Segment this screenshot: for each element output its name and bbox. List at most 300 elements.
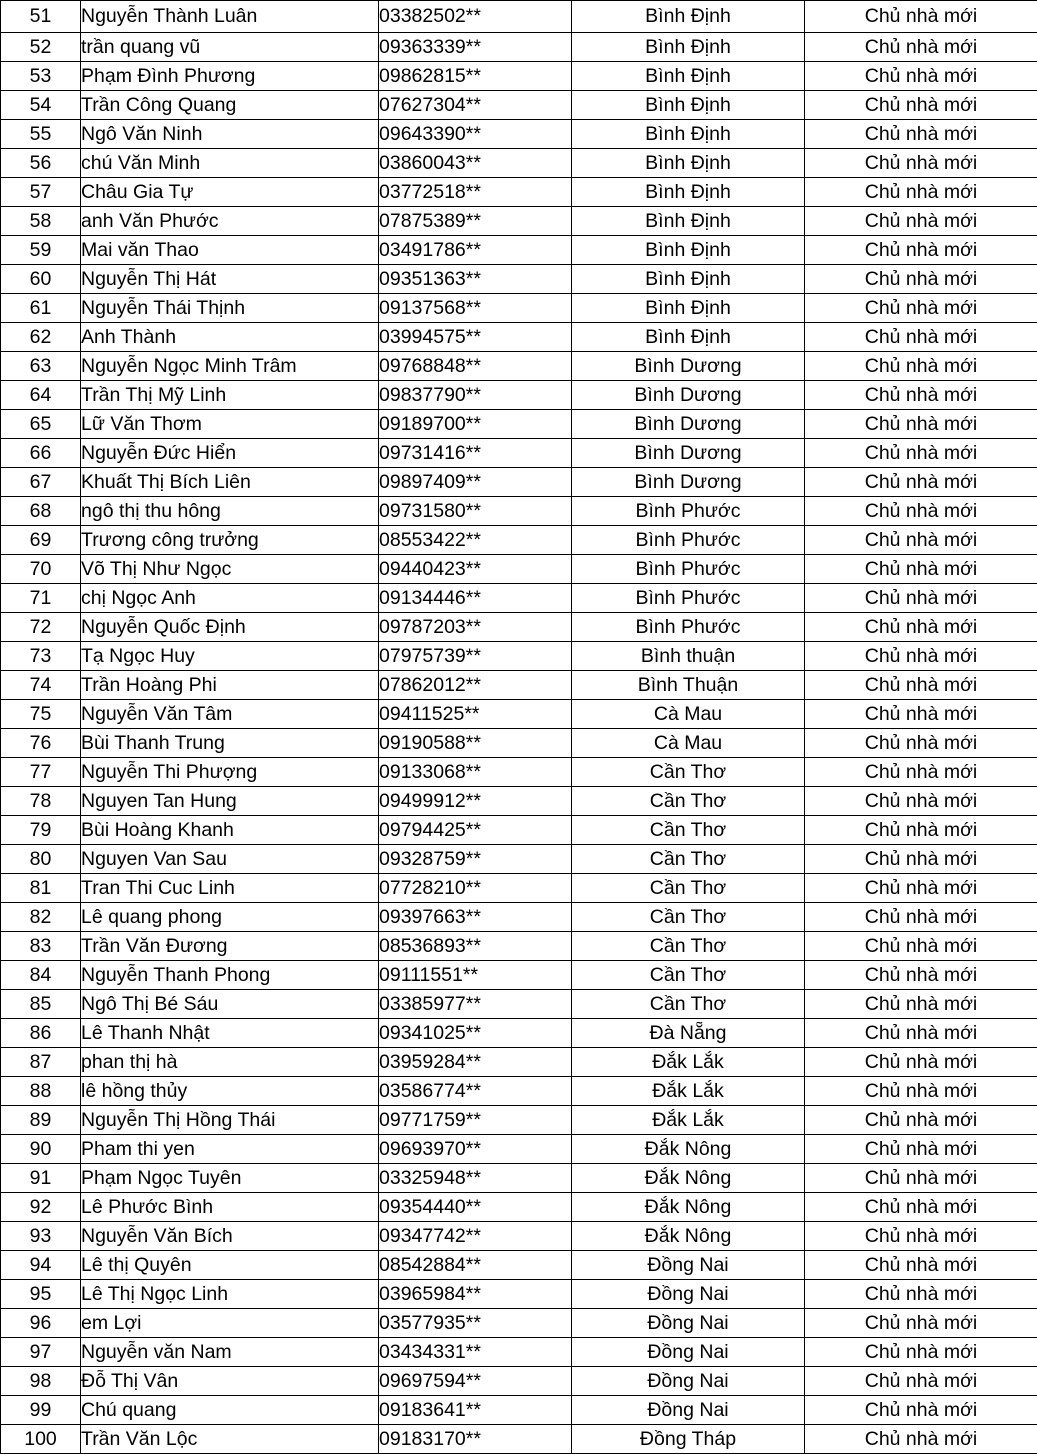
name-cell[interactable]: Đỗ Thị Vân	[81, 1367, 379, 1396]
province-cell[interactable]: Bình Định	[572, 33, 805, 62]
row-number-cell[interactable]: 94	[1, 1251, 81, 1280]
table-row	[1, 149, 1037, 178]
name-cell[interactable]: Tạ Ngọc Huy	[81, 642, 379, 671]
row-number-cell[interactable]: 63	[1, 352, 81, 381]
status-cell[interactable]: Chủ nhà mới	[805, 1425, 1037, 1454]
status-cell[interactable]: Chủ nhà mới	[805, 845, 1037, 874]
status-cell[interactable]: Chủ nhà mới	[805, 932, 1037, 961]
row-number-cell[interactable]: 89	[1, 1106, 81, 1135]
table-row	[1, 642, 1037, 671]
phone-cell[interactable]: 09837790**	[379, 381, 572, 410]
status-cell[interactable]: Chủ nhà mới	[805, 468, 1037, 497]
phone-cell[interactable]: 03965984**	[379, 1280, 572, 1309]
status-cell[interactable]: Chủ nhà mới	[805, 758, 1037, 787]
name-cell[interactable]: Lê Phước Bình	[81, 1193, 379, 1222]
name-cell[interactable]: Trần Văn Đương	[81, 932, 379, 961]
row-number-cell[interactable]: 69	[1, 526, 81, 555]
province-cell[interactable]: Bình Định	[572, 62, 805, 91]
province-cell[interactable]: Đà Nẵng	[572, 1019, 805, 1048]
name-cell[interactable]: Phạm Đình Phương	[81, 62, 379, 91]
row-number-cell[interactable]: 59	[1, 236, 81, 265]
row-number-cell[interactable]: 52	[1, 33, 81, 62]
name-cell[interactable]: Trần Hoàng Phi	[81, 671, 379, 700]
name-cell[interactable]: Nguyễn Đức Hiển	[81, 439, 379, 468]
status-cell[interactable]: Chủ nhà mới	[805, 787, 1037, 816]
table-row	[1, 1280, 1037, 1309]
province-cell[interactable]: Bình Dương	[572, 352, 805, 381]
phone-cell[interactable]: 09897409**	[379, 468, 572, 497]
row-number-cell[interactable]: 56	[1, 149, 81, 178]
row-number-cell[interactable]: 66	[1, 439, 81, 468]
province-cell[interactable]: Bình Phước	[572, 526, 805, 555]
province-cell[interactable]: Bình Định	[572, 236, 805, 265]
row-number-cell[interactable]: 97	[1, 1338, 81, 1367]
status-cell[interactable]: Chủ nhà mới	[805, 1367, 1037, 1396]
phone-cell[interactable]: 09363339**	[379, 33, 572, 62]
phone-cell[interactable]: 07875389**	[379, 207, 572, 236]
province-cell[interactable]: Bình Thuận	[572, 671, 805, 700]
name-cell[interactable]: Khuất Thị Bích Liên	[81, 468, 379, 497]
name-cell[interactable]: Châu Gia Tự	[81, 178, 379, 207]
province-cell[interactable]: Đồng Tháp	[572, 1425, 805, 1454]
name-cell[interactable]: anh Văn Phước	[81, 207, 379, 236]
status-cell[interactable]: Chủ nhà mới	[805, 555, 1037, 584]
table-row	[1, 990, 1037, 1019]
phone-cell[interactable]: 09397663**	[379, 903, 572, 932]
province-cell[interactable]: Cà Mau	[572, 700, 805, 729]
table-row	[1, 207, 1037, 236]
row-number-cell[interactable]: 67	[1, 468, 81, 497]
table-row	[1, 1135, 1037, 1164]
row-number-cell[interactable]: 92	[1, 1193, 81, 1222]
row-number-cell[interactable]: 58	[1, 207, 81, 236]
status-cell[interactable]: Chủ nhà mới	[805, 33, 1037, 62]
province-cell[interactable]: Cần Thơ	[572, 816, 805, 845]
province-cell[interactable]: Bình Định	[572, 265, 805, 294]
table-row	[1, 468, 1037, 497]
name-cell[interactable]: Nguyễn Ngọc Minh Trâm	[81, 352, 379, 381]
status-cell[interactable]: Chủ nhà mới	[805, 1077, 1037, 1106]
phone-cell[interactable]: 09133068**	[379, 758, 572, 787]
name-cell[interactable]: Nguyễn Thị Hát	[81, 265, 379, 294]
row-number-cell[interactable]: 86	[1, 1019, 81, 1048]
row-number-cell[interactable]: 53	[1, 62, 81, 91]
phone-cell[interactable]: 09183170**	[379, 1425, 572, 1454]
phone-cell[interactable]: 09137568**	[379, 294, 572, 323]
status-cell[interactable]: Chủ nhà mới	[805, 120, 1037, 149]
row-number-cell[interactable]: 72	[1, 613, 81, 642]
name-cell[interactable]: Nguyễn Thái Thịnh	[81, 294, 379, 323]
province-cell[interactable]: Cần Thơ	[572, 932, 805, 961]
name-cell[interactable]: chú Văn Minh	[81, 149, 379, 178]
name-cell[interactable]: Nguyễn Thanh Phong	[81, 961, 379, 990]
status-cell[interactable]: Chủ nhà mới	[805, 352, 1037, 381]
status-cell[interactable]: Chủ nhà mới	[805, 236, 1037, 265]
name-cell[interactable]: trần quang vũ	[81, 33, 379, 62]
name-cell[interactable]: Lữ Văn Thơm	[81, 410, 379, 439]
province-cell[interactable]: Bình Định	[572, 1, 805, 33]
status-cell[interactable]: Chủ nhà mới	[805, 874, 1037, 903]
row-number-cell[interactable]: 73	[1, 642, 81, 671]
status-cell[interactable]: Chủ nhà mới	[805, 1019, 1037, 1048]
province-cell[interactable]: Bình Phước	[572, 497, 805, 526]
status-cell[interactable]: Chủ nhà mới	[805, 149, 1037, 178]
phone-cell[interactable]: 08553422**	[379, 526, 572, 555]
row-number-cell[interactable]: 99	[1, 1396, 81, 1425]
status-cell[interactable]: Chủ nhà mới	[805, 497, 1037, 526]
name-cell[interactable]: Nguyễn Văn Bích	[81, 1222, 379, 1251]
province-cell[interactable]: Đắk Lắk	[572, 1106, 805, 1135]
table-row	[1, 1193, 1037, 1222]
province-cell[interactable]: Cần Thơ	[572, 845, 805, 874]
name-cell[interactable]: Lê Thị Ngọc Linh	[81, 1280, 379, 1309]
province-cell[interactable]: Đồng Nai	[572, 1367, 805, 1396]
row-number-cell[interactable]: 64	[1, 381, 81, 410]
table-row	[1, 816, 1037, 845]
name-cell[interactable]: Nguyễn văn Nam	[81, 1338, 379, 1367]
status-cell[interactable]: Chủ nhà mới	[805, 1280, 1037, 1309]
name-cell[interactable]: Nguyễn Thị Hồng Thái	[81, 1106, 379, 1135]
phone-cell[interactable]: 09768848**	[379, 352, 572, 381]
table-row	[1, 33, 1037, 62]
table-row	[1, 410, 1037, 439]
phone-cell[interactable]: 08542884**	[379, 1251, 572, 1280]
phone-cell[interactable]: 03772518**	[379, 178, 572, 207]
name-cell[interactable]: Bùi Hoàng Khanh	[81, 816, 379, 845]
province-cell[interactable]: Đắk Nông	[572, 1193, 805, 1222]
status-cell[interactable]: Chủ nhà mới	[805, 671, 1037, 700]
phone-cell[interactable]: 09731580**	[379, 497, 572, 526]
table-row	[1, 1396, 1037, 1425]
status-cell[interactable]: Chủ nhà mới	[805, 410, 1037, 439]
table-row	[1, 323, 1037, 352]
table-row	[1, 91, 1037, 120]
table-row	[1, 294, 1037, 323]
status-cell[interactable]: Chủ nhà mới	[805, 584, 1037, 613]
phone-cell[interactable]: 09787203**	[379, 613, 572, 642]
province-cell[interactable]: Bình Dương	[572, 439, 805, 468]
status-cell[interactable]: Chủ nhà mới	[805, 1, 1037, 33]
name-cell[interactable]: lê hồng thủy	[81, 1077, 379, 1106]
name-cell[interactable]: Ngô Văn Ninh	[81, 120, 379, 149]
row-number-cell[interactable]: 77	[1, 758, 81, 787]
status-cell[interactable]: Chủ nhà mới	[805, 62, 1037, 91]
table-row	[1, 961, 1037, 990]
province-cell[interactable]: Bình Định	[572, 294, 805, 323]
phone-cell[interactable]: 07728210**	[379, 874, 572, 903]
province-cell[interactable]: Cần Thơ	[572, 787, 805, 816]
status-cell[interactable]: Chủ nhà mới	[805, 613, 1037, 642]
status-cell[interactable]: Chủ nhà mới	[805, 1222, 1037, 1251]
province-cell[interactable]: Đồng Nai	[572, 1280, 805, 1309]
row-number-cell[interactable]: 80	[1, 845, 81, 874]
status-cell[interactable]: Chủ nhà mới	[805, 91, 1037, 120]
table-row	[1, 1106, 1037, 1135]
name-cell[interactable]: Nguyen Tan Hung	[81, 787, 379, 816]
row-number-cell[interactable]: 55	[1, 120, 81, 149]
phone-cell[interactable]: 03434331**	[379, 1338, 572, 1367]
phone-cell[interactable]: 09341025**	[379, 1019, 572, 1048]
table-row	[1, 178, 1037, 207]
table-row	[1, 1251, 1037, 1280]
table-row	[1, 555, 1037, 584]
row-number-cell[interactable]: 98	[1, 1367, 81, 1396]
province-cell[interactable]: Bình Dương	[572, 468, 805, 497]
table-row	[1, 1367, 1037, 1396]
status-cell[interactable]: Chủ nhà mới	[805, 729, 1037, 758]
row-number-cell[interactable]: 84	[1, 961, 81, 990]
status-cell[interactable]: Chủ nhà mới	[805, 1106, 1037, 1135]
table-row	[1, 352, 1037, 381]
row-number-cell[interactable]: 91	[1, 1164, 81, 1193]
province-cell[interactable]: Đắk Nông	[572, 1164, 805, 1193]
name-cell[interactable]: em Lợi	[81, 1309, 379, 1338]
status-cell[interactable]: Chủ nhà mới	[805, 1309, 1037, 1338]
phone-cell[interactable]: 03994575**	[379, 323, 572, 352]
table-row	[1, 1425, 1037, 1454]
status-cell[interactable]: Chủ nhà mới	[805, 265, 1037, 294]
row-number-cell[interactable]: 88	[1, 1077, 81, 1106]
row-number-cell[interactable]: 95	[1, 1280, 81, 1309]
row-number-cell[interactable]: 96	[1, 1309, 81, 1338]
table-row	[1, 729, 1037, 758]
status-cell[interactable]: Chủ nhà mới	[805, 526, 1037, 555]
row-number-cell[interactable]: 54	[1, 91, 81, 120]
table-row	[1, 526, 1037, 555]
province-cell[interactable]: Cần Thơ	[572, 874, 805, 903]
phone-cell[interactable]: 09697594**	[379, 1367, 572, 1396]
status-cell[interactable]: Chủ nhà mới	[805, 642, 1037, 671]
name-cell[interactable]: Mai văn Thao	[81, 236, 379, 265]
row-number-cell[interactable]: 78	[1, 787, 81, 816]
phone-cell[interactable]: 03325948**	[379, 1164, 572, 1193]
name-cell[interactable]: Nguyễn Thi Phượng	[81, 758, 379, 787]
status-cell[interactable]: Chủ nhà mới	[805, 1048, 1037, 1077]
status-cell[interactable]: Chủ nhà mới	[805, 1193, 1037, 1222]
province-cell[interactable]: Cần Thơ	[572, 758, 805, 787]
province-cell[interactable]: Đồng Nai	[572, 1338, 805, 1367]
name-cell[interactable]: Nguyễn Văn Tâm	[81, 700, 379, 729]
name-cell[interactable]: chị Ngọc Anh	[81, 584, 379, 613]
row-number-cell[interactable]: 65	[1, 410, 81, 439]
province-cell[interactable]: Bình Định	[572, 323, 805, 352]
province-cell[interactable]: Đắk Nông	[572, 1135, 805, 1164]
phone-cell[interactable]: 09440423**	[379, 555, 572, 584]
row-number-cell[interactable]: 90	[1, 1135, 81, 1164]
table-row	[1, 120, 1037, 149]
status-cell[interactable]: Chủ nhà mới	[805, 1135, 1037, 1164]
table-row	[1, 1077, 1037, 1106]
status-cell[interactable]: Chủ nhà mới	[805, 961, 1037, 990]
phone-cell[interactable]: 07862012**	[379, 671, 572, 700]
row-number-cell[interactable]: 93	[1, 1222, 81, 1251]
province-cell[interactable]: Đắk Lắk	[572, 1048, 805, 1077]
province-cell[interactable]: Bình Định	[572, 149, 805, 178]
province-cell[interactable]: Bình Phước	[572, 555, 805, 584]
row-number-cell[interactable]: 85	[1, 990, 81, 1019]
phone-cell[interactable]: 09354440**	[379, 1193, 572, 1222]
name-cell[interactable]: phan thị hà	[81, 1048, 379, 1077]
table-row	[1, 874, 1037, 903]
table-row	[1, 381, 1037, 410]
row-number-cell[interactable]: 61	[1, 294, 81, 323]
table-row	[1, 497, 1037, 526]
table-row	[1, 845, 1037, 874]
name-cell[interactable]: Lê Thanh Nhật	[81, 1019, 379, 1048]
row-number-cell[interactable]: 70	[1, 555, 81, 584]
name-cell[interactable]: Trần Văn Lộc	[81, 1425, 379, 1454]
phone-cell[interactable]: 09183641**	[379, 1396, 572, 1425]
row-number-cell[interactable]: 60	[1, 265, 81, 294]
province-cell[interactable]: Bình Phước	[572, 613, 805, 642]
status-cell[interactable]: Chủ nhà mới	[805, 990, 1037, 1019]
row-number-cell[interactable]: 79	[1, 816, 81, 845]
name-cell[interactable]: Trần Thị Mỹ Linh	[81, 381, 379, 410]
province-cell[interactable]: Đắk Lắk	[572, 1077, 805, 1106]
phone-cell[interactable]: 09190588**	[379, 729, 572, 758]
row-number-cell[interactable]: 81	[1, 874, 81, 903]
province-cell[interactable]: Bình Dương	[572, 381, 805, 410]
table-row	[1, 700, 1037, 729]
status-cell[interactable]: Chủ nhà mới	[805, 1338, 1037, 1367]
row-number-cell[interactable]: 74	[1, 671, 81, 700]
name-cell[interactable]: Tran Thi Cuc Linh	[81, 874, 379, 903]
status-cell[interactable]: Chủ nhà mới	[805, 178, 1037, 207]
province-cell[interactable]: Đắk Nông	[572, 1222, 805, 1251]
name-cell[interactable]: Lê quang phong	[81, 903, 379, 932]
phone-cell[interactable]: 09771759**	[379, 1106, 572, 1135]
name-cell[interactable]: Bùi Thanh Trung	[81, 729, 379, 758]
province-cell[interactable]: Cần Thơ	[572, 990, 805, 1019]
name-cell[interactable]: ngô thị thu hông	[81, 497, 379, 526]
phone-cell[interactable]: 09189700**	[379, 410, 572, 439]
name-cell[interactable]: Anh Thành	[81, 323, 379, 352]
name-cell[interactable]: Nguyễn Thành Luân	[81, 1, 379, 33]
phone-cell[interactable]: 07627304**	[379, 91, 572, 120]
name-cell[interactable]: Phạm Ngọc Tuyên	[81, 1164, 379, 1193]
phone-cell[interactable]: 09351363**	[379, 265, 572, 294]
table-row	[1, 265, 1037, 294]
table-row	[1, 613, 1037, 642]
table-row	[1, 62, 1037, 91]
status-cell[interactable]: Chủ nhà mới	[805, 323, 1037, 352]
table-row	[1, 1338, 1037, 1367]
status-cell[interactable]: Chủ nhà mới	[805, 1164, 1037, 1193]
row-number-cell[interactable]: 76	[1, 729, 81, 758]
row-number-cell[interactable]: 100	[1, 1425, 81, 1454]
phone-cell[interactable]: 09134446**	[379, 584, 572, 613]
table-body	[1, 1, 1037, 1454]
status-cell[interactable]: Chủ nhà mới	[805, 207, 1037, 236]
phone-cell[interactable]: 07975739**	[379, 642, 572, 671]
province-cell[interactable]: Đồng Nai	[572, 1309, 805, 1338]
phone-cell[interactable]: 03586774**	[379, 1077, 572, 1106]
name-cell[interactable]: Pham thi yen	[81, 1135, 379, 1164]
phone-cell[interactable]: 03382502**	[379, 1, 572, 33]
phone-cell[interactable]: 03577935**	[379, 1309, 572, 1338]
province-cell[interactable]: Cà Mau	[572, 729, 805, 758]
row-number-cell[interactable]: 75	[1, 700, 81, 729]
table-row	[1, 758, 1037, 787]
province-cell[interactable]: Bình Phước	[572, 584, 805, 613]
table-row	[1, 787, 1037, 816]
province-cell[interactable]: Bình Định	[572, 207, 805, 236]
phone-cell[interactable]: 09693970**	[379, 1135, 572, 1164]
phone-cell[interactable]: 03860043**	[379, 149, 572, 178]
table-row	[1, 439, 1037, 468]
row-number-cell[interactable]: 71	[1, 584, 81, 613]
phone-cell[interactable]: 08536893**	[379, 932, 572, 961]
phone-cell[interactable]: 09111551**	[379, 961, 572, 990]
table-row	[1, 671, 1037, 700]
status-cell[interactable]: Chủ nhà mới	[805, 294, 1037, 323]
table-row	[1, 903, 1037, 932]
name-cell[interactable]: Ngô Thị Bé Sáu	[81, 990, 379, 1019]
phone-cell[interactable]: 03491786**	[379, 236, 572, 265]
phone-cell[interactable]: 09731416**	[379, 439, 572, 468]
phone-cell[interactable]: 09499912**	[379, 787, 572, 816]
row-number-cell[interactable]: 68	[1, 497, 81, 526]
status-cell[interactable]: Chủ nhà mới	[805, 700, 1037, 729]
status-cell[interactable]: Chủ nhà mới	[805, 903, 1037, 932]
name-cell[interactable]: Nguyen Van Sau	[81, 845, 379, 874]
table-row	[1, 1309, 1037, 1338]
province-cell[interactable]: Bình Định	[572, 120, 805, 149]
name-cell[interactable]: Lê thị Quyên	[81, 1251, 379, 1280]
row-number-cell[interactable]: 57	[1, 178, 81, 207]
phone-cell[interactable]: 09347742**	[379, 1222, 572, 1251]
name-cell[interactable]: Nguyễn Quốc Định	[81, 613, 379, 642]
row-number-cell[interactable]: 87	[1, 1048, 81, 1077]
province-cell[interactable]: Bình Định	[572, 178, 805, 207]
province-cell[interactable]: Đồng Nai	[572, 1251, 805, 1280]
name-cell[interactable]: Trần Công Quang	[81, 91, 379, 120]
status-cell[interactable]: Chủ nhà mới	[805, 1251, 1037, 1280]
table-row	[1, 584, 1037, 613]
table-row	[1, 1019, 1037, 1048]
table-row	[1, 1048, 1037, 1077]
province-cell[interactable]: Bình Định	[572, 91, 805, 120]
name-cell[interactable]: Chú quang	[81, 1396, 379, 1425]
phone-cell[interactable]: 09411525**	[379, 700, 572, 729]
row-number-cell[interactable]: 83	[1, 932, 81, 961]
table-row	[1, 236, 1037, 265]
row-number-cell[interactable]: 62	[1, 323, 81, 352]
province-cell[interactable]: Cần Thơ	[572, 961, 805, 990]
province-cell[interactable]: Bình Dương	[572, 410, 805, 439]
phone-cell[interactable]: 09794425**	[379, 816, 572, 845]
phone-cell[interactable]: 09328759**	[379, 845, 572, 874]
name-cell[interactable]: Võ Thị Như Ngọc	[81, 555, 379, 584]
table-row	[1, 1164, 1037, 1193]
name-cell[interactable]: Trương công trưởng	[81, 526, 379, 555]
phone-cell[interactable]: 09643390**	[379, 120, 572, 149]
status-cell[interactable]: Chủ nhà mới	[805, 816, 1037, 845]
table-row	[1, 932, 1037, 961]
row-number-cell[interactable]: 82	[1, 903, 81, 932]
province-cell[interactable]: Đồng Nai	[572, 1396, 805, 1425]
status-cell[interactable]: Chủ nhà mới	[805, 439, 1037, 468]
province-cell[interactable]: Bình thuận	[572, 642, 805, 671]
status-cell[interactable]: Chủ nhà mới	[805, 381, 1037, 410]
phone-cell[interactable]: 03385977**	[379, 990, 572, 1019]
row-number-cell[interactable]: 51	[1, 1, 81, 33]
phone-cell[interactable]: 09862815**	[379, 62, 572, 91]
phone-cell[interactable]: 03959284**	[379, 1048, 572, 1077]
table-row	[1, 1, 1037, 33]
status-cell[interactable]: Chủ nhà mới	[805, 1396, 1037, 1425]
province-cell[interactable]: Cần Thơ	[572, 903, 805, 932]
